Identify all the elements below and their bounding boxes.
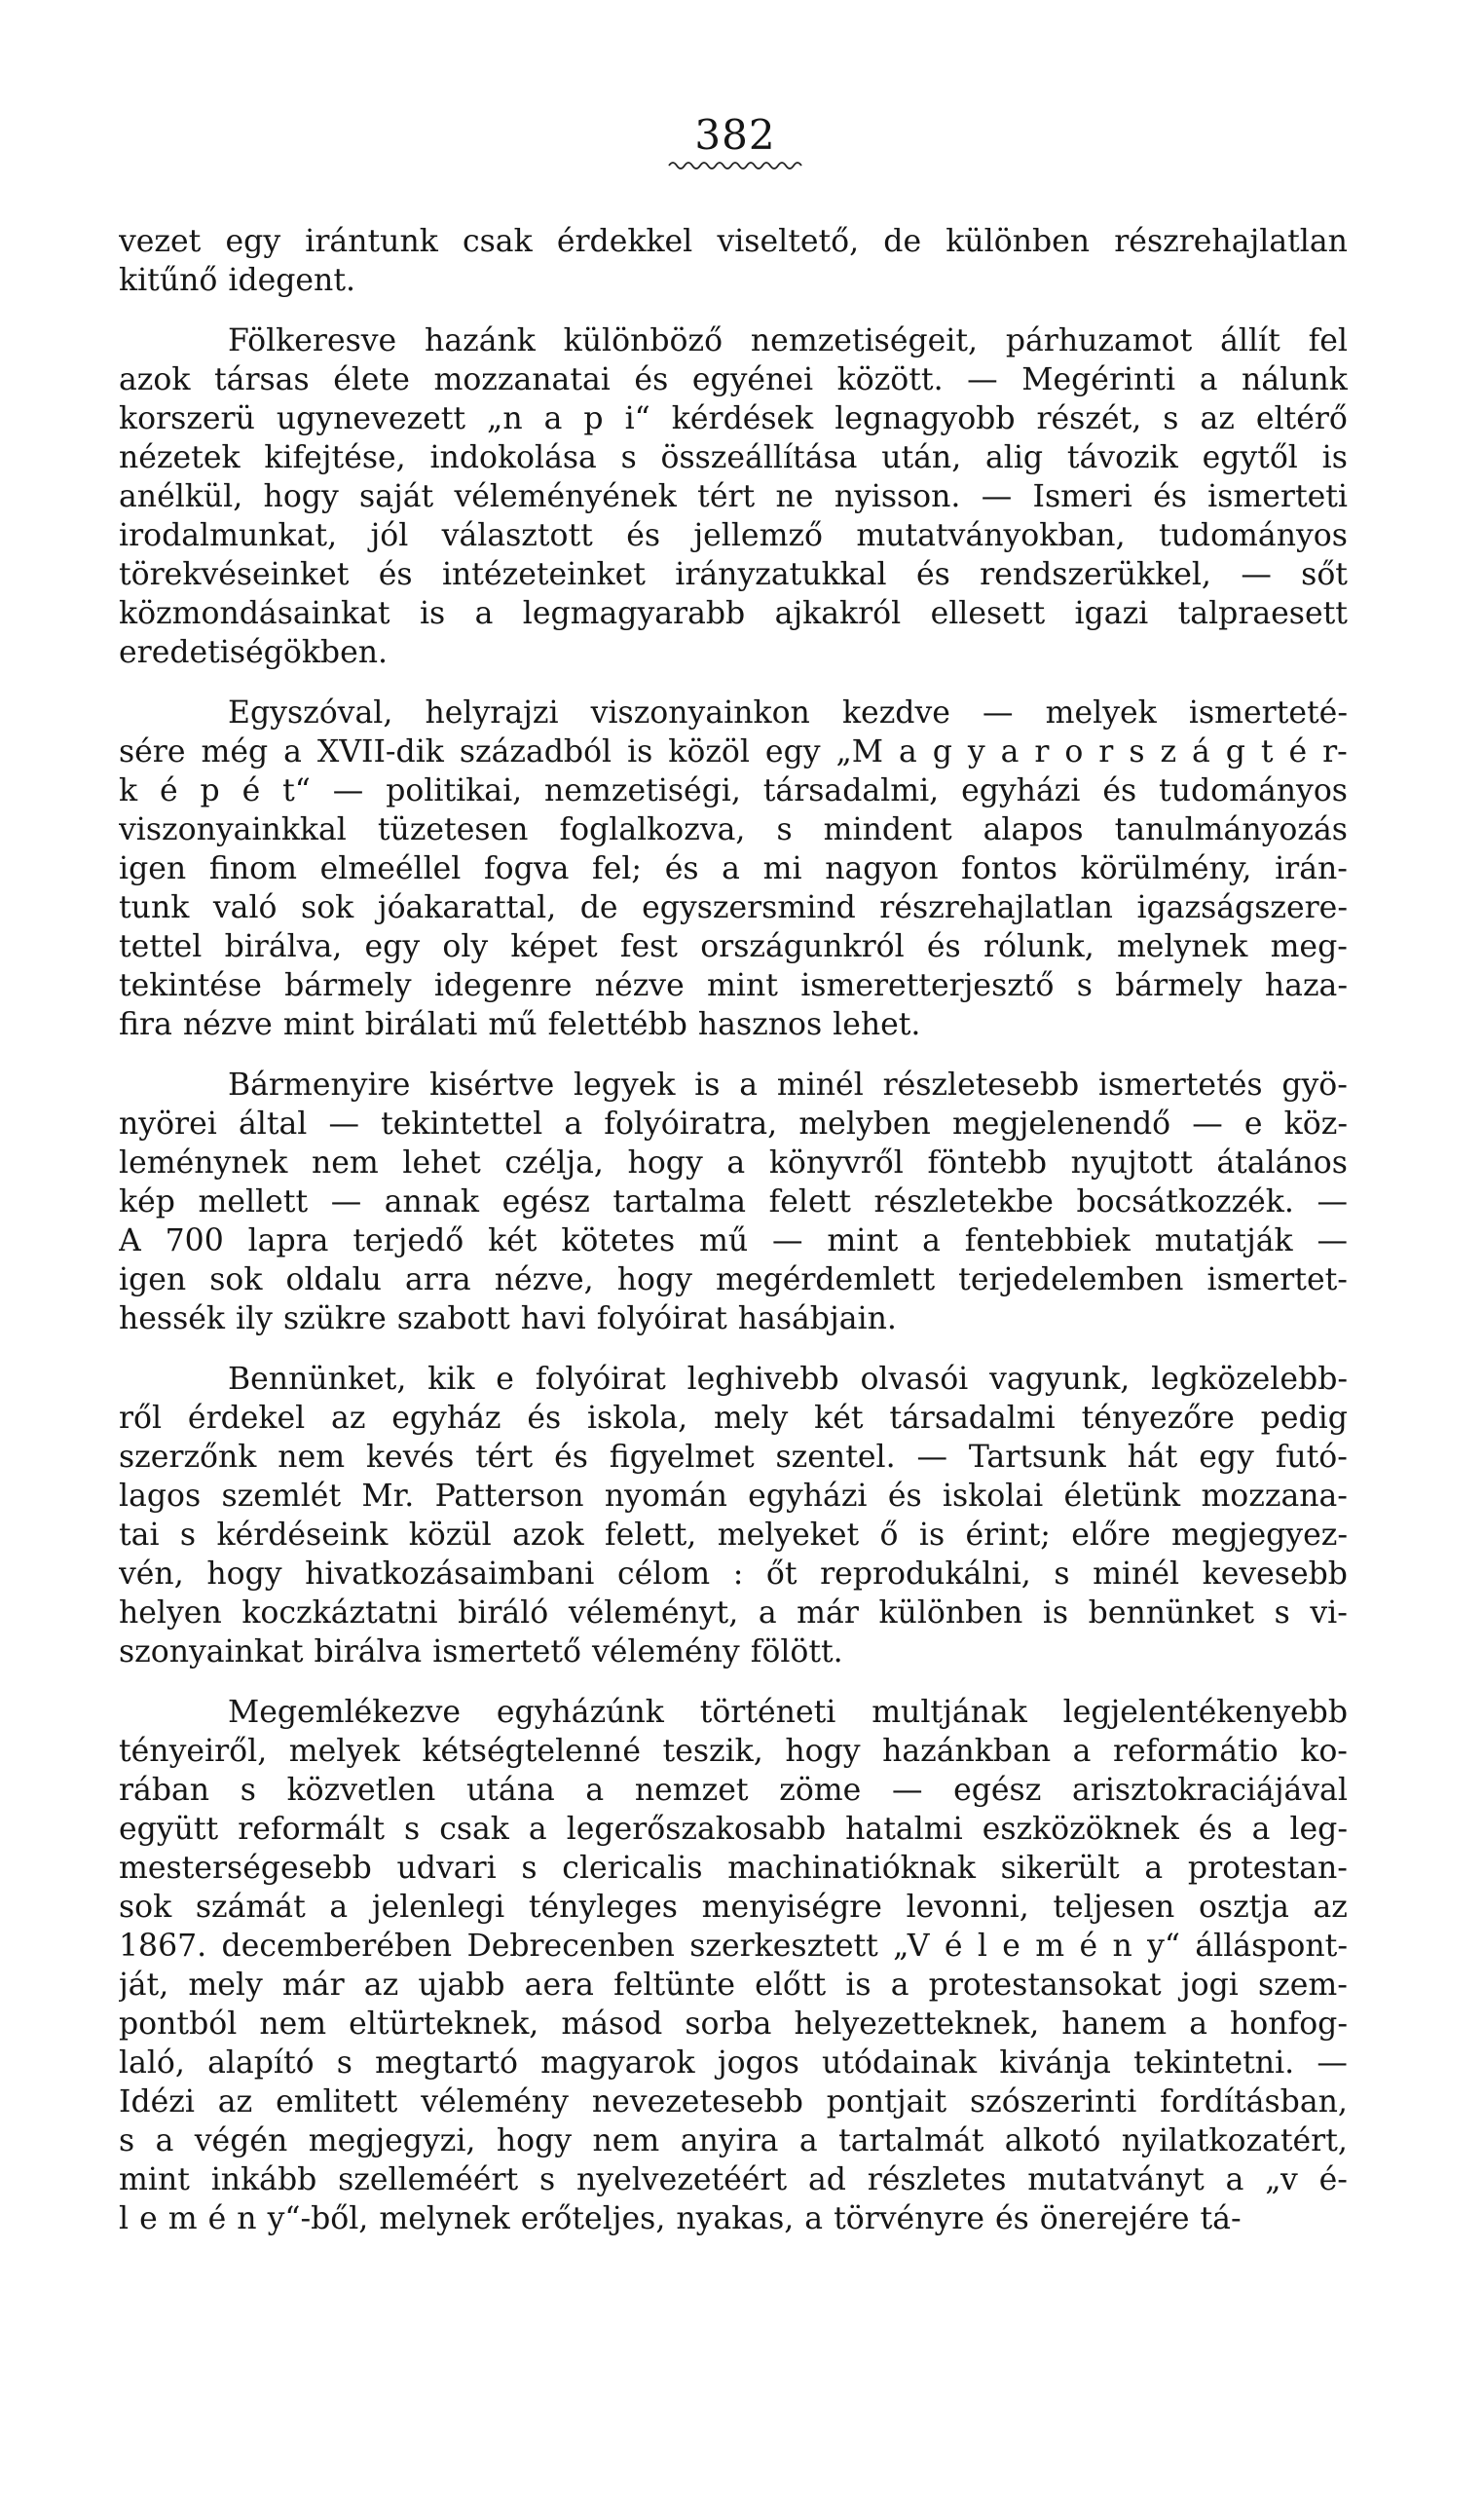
- text-line: mesterségesebb udvari s clericalis machinatióknak sikerült a protestan-: [119, 1851, 1348, 1886]
- text-line: lagos szemlét Mr. Patterson nyomán egyházi és iskolai életünk mozzana-: [119, 1479, 1348, 1514]
- text-line: tekintése bármely idegenre nézve mint ismeretterjesztő s bármely haza-: [119, 968, 1348, 1003]
- text-line: tai s kérdéseink közül azok felett, melyeket ő is érint; előre megjegyez-: [119, 1518, 1348, 1553]
- paragraph: [119, 694, 1348, 1044]
- text-line: A 700 lapra terjedő két kötetes mű — mint a fentebbiek mutatják —: [119, 1223, 1348, 1258]
- text-line: 1867. decemberében Debrecenben szerkesztett „V é l e m é n y“ álláspont-: [119, 1929, 1348, 1964]
- text-line: fira nézve mint birálati mű felettébb hasznos lehet.: [119, 1007, 921, 1042]
- text-line: Megemlékezve egyházúnk történeti multjának legjelentékenyebb: [228, 1695, 1348, 1730]
- paragraph: [119, 321, 1348, 672]
- text-line: eredetiségökben.: [119, 635, 389, 670]
- text-line: laló, alapító s megtartó magyarok jogos utódainak kivánja tekintetni. —: [119, 2045, 1348, 2081]
- text-line: Idézi az emlitett vélemény nevezetesebb pontjait szószerinti fordításban,: [119, 2084, 1348, 2119]
- text-line: tényeiről, melyek kétségtelenné teszik, hogy hazánkban a reformátio ko-: [119, 1734, 1348, 1769]
- text-line: nyörei által — tekintettel a folyóiratra, melyben megjelenendő — e köz-: [119, 1106, 1348, 1142]
- text-line: igen sok oldalu arra nézve, hogy megérdemlett terjedelemben ismertet-: [119, 1262, 1348, 1297]
- paragraph: [119, 1066, 1348, 1338]
- body-text: [119, 222, 1348, 2260]
- text-line: Bármenyire kisértve legyek is a minél részletesebb ismertetés gyö-: [228, 1068, 1348, 1103]
- text-line: pontból nem eltürteknek, másod sorba helyezetteknek, hanem a honfog-: [119, 2007, 1348, 2042]
- paragraph: [119, 1360, 1348, 1671]
- text-line: Fölkeresve hazánk különböző nemzetiségeit, párhuzamot állít fel: [228, 323, 1348, 358]
- text-line: anélkül, hogy saját véleményének tért ne nyisson. — Ismeri és ismerteti: [119, 479, 1348, 514]
- text-line: ját, mely már az ujabb aera feltünte előtt is a protestansokat jogi szem-: [119, 1968, 1348, 2003]
- text-line: rában s közvetlen utána a nemzet zöme — egész arisztokraciájával: [119, 1773, 1348, 1808]
- text-line: szerzőnk nem kevés tért és figyelmet szentel. — Tartsunk hát egy futó-: [119, 1440, 1348, 1475]
- text-line: mint inkább szelleméért s nyelvezetéért ad részletes mutatványt a „v é-: [119, 2162, 1348, 2197]
- text-line: hessék ily szükre szabott havi folyóirat hasábjain.: [119, 1301, 897, 1336]
- text-line: helyen koczkáztatni biráló véleményt, a már különben is bennünket s vi-: [119, 1595, 1348, 1631]
- paragraph: [119, 222, 1348, 300]
- text-line: kép mellett — annak egész tartalma felett részletekbe bocsátkozzék. —: [119, 1184, 1348, 1219]
- page-number: 382: [694, 111, 776, 159]
- text-line: együtt reformált s csak a legerőszakosabb hatalmi eszközöknek és a leg-: [119, 1812, 1348, 1847]
- text-line: igen finom elmeéllel fogva fel; és a mi nagyon fontos körülmény, irán-: [119, 851, 1348, 886]
- text-line: sok számát a jelenlegi tényleges menyiségre levonni, teljesen osztja az: [119, 1890, 1348, 1925]
- text-line: vén, hogy hivatkozásaimbani célom : őt reprodukálni, s minél kevesebb: [119, 1557, 1348, 1592]
- text-line: k é p é t“ — politikai, nemzetiségi, társadalmi, egyházi és tudományos: [119, 773, 1348, 808]
- text-line: közmondásainkat is a legmagyarabb ajkakról ellesett igazi talpraesett: [119, 596, 1348, 631]
- text-line: korszerü ugynevezett „n a p i“ kérdések legnagyobb részét, s az eltérő: [119, 401, 1348, 436]
- text-line: Bennünket, kik e folyóirat leghivebb olvasói vagyunk, legközelebb-: [228, 1362, 1348, 1397]
- wavy-rule-ornament: [667, 160, 803, 171]
- text-line: viszonyainkkal tüzetesen foglalkozva, s mindent alapos tanulmányozás: [119, 812, 1348, 847]
- text-line: vezet egy irántunk csak érdekkel viseltető, de különben részrehajlatlan: [119, 224, 1348, 259]
- text-line: tettel birálva, egy oly képet fest országunkról és rólunk, melynek meg-: [119, 929, 1348, 964]
- text-line: sére még a XVII-dik századból is közöl egy „M a g y a r o r s z á g t é r-: [119, 734, 1348, 769]
- text-line: azok társas élete mozzanatai és egyénei között. — Megérinti a nálunk: [119, 362, 1348, 397]
- text-line: leménynek nem lehet czélja, hogy a könyvről föntebb nyujtott átalános: [119, 1145, 1348, 1181]
- text-line: szonyainkat birálva ismertető vélemény fölött.: [119, 1634, 843, 1669]
- page-header: [623, 111, 847, 175]
- text-line: kitűnő idegent.: [119, 263, 356, 298]
- text-line: Egyszóval, helyrajzi viszonyainkon kezdve — melyek ismerteté-: [228, 695, 1348, 731]
- text-line: nézetek kifejtése, indokolása s összeállítása után, alig távozik egytől is: [119, 440, 1348, 475]
- text-line: irodalmunkat, jól választott és jellemző mutatványokban, tudományos: [119, 518, 1348, 553]
- text-line: tunk való sok jóakarattal, de egyszersmind részrehajlatlan igazságszere-: [119, 890, 1348, 925]
- paragraph: [119, 1693, 1348, 2238]
- text-line: s a végén megjegyzi, hogy nem anyira a tartalmát alkotó nyilatkozatért,: [119, 2123, 1348, 2158]
- text-line: törekvéseinket és intézeteinket irányzatukkal és rendszerükkel, — sőt: [119, 557, 1348, 592]
- text-line: ről érdekel az egyház és iskola, mely két társadalmi tényezőre pedig: [119, 1401, 1348, 1436]
- text-line: l e m é n y“-ből, melynek erőteljes, nyakas, a törvényre és önerejére tá-: [119, 2201, 1242, 2236]
